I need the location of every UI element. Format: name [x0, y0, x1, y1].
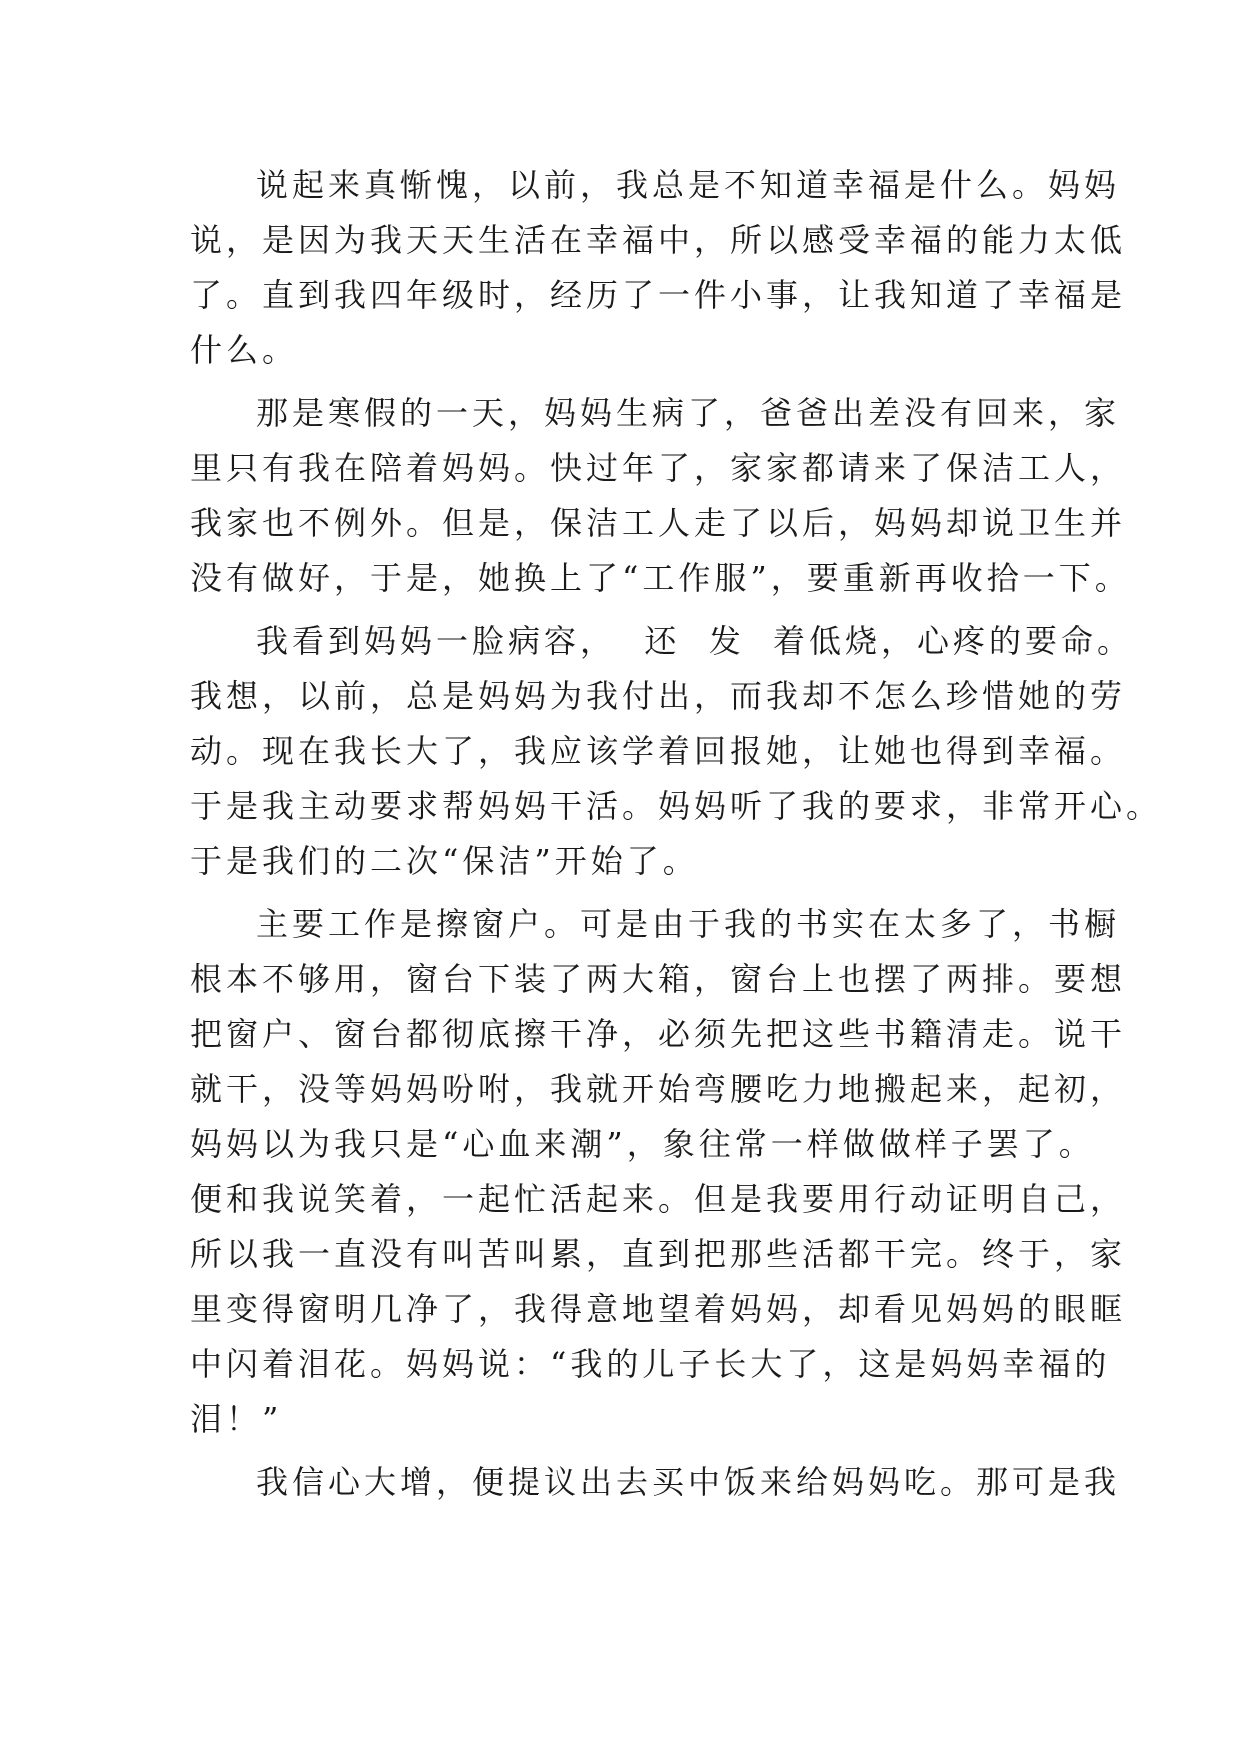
- text-line: 于是我们的二次“保洁”开始了。: [190, 842, 699, 880]
- text-line: 没有做好，于是，她换上了“工作服”，要重新再收拾一下。: [190, 559, 1131, 597]
- text-line: 了。直到我四年级时，经历了一件小事，让我知道了幸福是: [190, 276, 1127, 314]
- text-line: 把窗户、窗台都彻底擦干净，必须先把这些书籍清走。说干: [190, 1015, 1127, 1053]
- text-line: 就干，没等妈妈吩咐，我就开始弯腰吃力地搬起来，起初，: [190, 1070, 1127, 1108]
- paragraph-5: [190, 1455, 1121, 1510]
- text-line: 里变得窗明几净了，我得意地望着妈妈，却看见妈妈的眼眶: [190, 1290, 1127, 1328]
- text-line: 说起来真惭愧，以前，我总是不知道幸福是什么。妈妈: [256, 166, 1121, 204]
- text-line: 便和我说笑着，一起忙活起来。但是我要用行动证明自己，: [190, 1180, 1127, 1218]
- text-line: 我想，以前，总是妈妈为我付出，而我却不怎么珍惜她的劳: [190, 677, 1127, 715]
- paragraph-2: [190, 386, 1131, 606]
- text-line: 主要工作是擦窗户。可是由于我的书实在太多了，书橱: [256, 905, 1121, 943]
- text-line: 中闪着泪花。妈妈说：“我的儿子长大了，这是妈妈幸福的: [190, 1345, 1111, 1383]
- text-line: 妈妈以为我只是“心血来潮”，象往常一样做做样子罢了。: [190, 1125, 1095, 1163]
- text-line: 我看到妈妈一脸病容， 还 发 着低烧，心疼的要命。: [256, 622, 1134, 660]
- essay-body: [190, 158, 1163, 1510]
- text-line: 动。现在我长大了，我应该学着回报她，让她也得到幸福。: [190, 732, 1127, 770]
- text-line: 泪！”: [190, 1400, 283, 1438]
- text-line: 什么。: [190, 331, 299, 369]
- text-line: 根本不够用，窗台下装了两大箱，窗台上也摆了两排。要想: [190, 960, 1127, 998]
- text-line: 我家也不例外。但是，保洁工人走了以后，妈妈却说卫生并: [190, 504, 1127, 542]
- text-line: 那是寒假的一天，妈妈生病了，爸爸出差没有回来，家: [256, 394, 1121, 432]
- text-line: 说，是因为我天天生活在幸福中，所以感受幸福的能力太低: [190, 221, 1127, 259]
- paragraph-1: [190, 158, 1127, 378]
- text-line: 我信心大增，便提议出去买中饭来给妈妈吃。那可是我: [256, 1463, 1121, 1501]
- text-line: 里只有我在陪着妈妈。快过年了，家家都请来了保洁工人，: [190, 449, 1127, 487]
- paragraph-4: [190, 897, 1127, 1447]
- text-line: 所以我一直没有叫苦叫累，直到把那些活都干完。终于，家: [190, 1235, 1127, 1273]
- paragraph-3: [190, 614, 1163, 889]
- text-line: 于是我主动要求帮妈妈干活。妈妈听了我的要求，非常开心。: [190, 787, 1163, 825]
